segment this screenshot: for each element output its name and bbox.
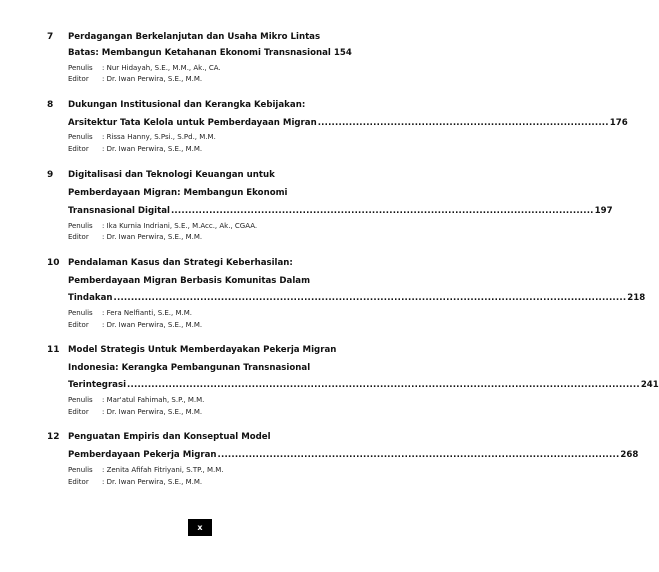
editor-line: Editor : Dr. Iwan Perwira, S.E., M.M. <box>68 321 203 329</box>
chapter-title-line <box>68 432 352 443</box>
chapter-title-text: Penguatan Empiris dan Konseptual Model <box>68 432 271 442</box>
leader-dots: .................................................................................... <box>317 118 609 128</box>
chapter-title-text: Pemberdayaan Migran: Membangun Ekonomi <box>68 188 288 198</box>
chapter-title-text: Perdagangan Berkelanjutan dan Usaha Mikro Lintas <box>68 32 321 42</box>
editor-line: Editor : Dr. Iwan Perwira, S.E., M.M. <box>68 478 203 486</box>
editor-name: : Dr. Iwan Perwira, S.E., M.M. <box>102 408 203 416</box>
chapter-page-number: 241 <box>640 380 659 390</box>
page-number-badge: x <box>188 519 212 536</box>
chapter-title-line <box>68 276 352 287</box>
author-name: : Nur Hidayah, S.E., M.M., Ak., CA. <box>102 64 221 72</box>
chapter-title-text: Pendalaman Kasus dan Strategi Keberhasilan: <box>68 258 293 268</box>
chapter-title-text: Model Strategis Untuk Memberdayakan Pekerja Migran <box>68 345 337 355</box>
editor-line: Editor : Dr. Iwan Perwira, S.E., M.M. <box>68 233 203 241</box>
chapter-title-last-line[interactable] <box>68 118 628 129</box>
chapter-title-text: Digitalisasi dan Teknologi Keuangan untuk <box>68 170 275 180</box>
chapter-number: 10 <box>47 258 60 268</box>
chapter-title-text: Tindakan <box>68 293 113 303</box>
chapter-title-line <box>68 100 352 111</box>
author-line: Penulis : Mar'atul Fahimah, S.P., M.M. <box>68 396 205 404</box>
author-name: : Zenita Afifah Fitriyani, S.TP., M.M. <box>102 466 224 474</box>
editor-line: Editor : Dr. Iwan Perwira, S.E., M.M. <box>68 145 203 153</box>
chapter-title-last-line[interactable] <box>68 450 639 461</box>
chapter-page-number: 154 <box>333 48 352 58</box>
author-name: : Mar'atul Fahimah, S.P., M.M. <box>102 396 205 404</box>
editor-name: : Dr. Iwan Perwira, S.E., M.M. <box>102 233 203 241</box>
chapter-number: 12 <box>47 432 60 442</box>
author-line: Penulis : Nur Hidayah, S.E., M.M., Ak., CA. <box>68 64 221 72</box>
chapter-number: 8 <box>47 100 54 110</box>
author-line: Penulis : Zenita Afifah Fitriyani, S.TP., M.M. <box>68 466 224 474</box>
editor-name: : Dr. Iwan Perwira, S.E., M.M. <box>102 75 203 83</box>
chapter-title-line <box>68 258 352 269</box>
chapter-title-last-line[interactable] <box>68 48 352 59</box>
leader-dots: .................................................................................................................... <box>217 450 620 460</box>
leader-dots: .................................................................................................................................................... <box>113 293 627 303</box>
chapter-title-text: Transnasional Digital <box>68 206 170 216</box>
chapter-page-number: 197 <box>594 206 613 216</box>
editor-line: Editor : Dr. Iwan Perwira, S.E., M.M. <box>68 75 203 83</box>
chapter-page-number: 268 <box>620 450 639 460</box>
chapter-title-text: Arsitektur Tata Kelola untuk Pemberdayaan Migran <box>68 118 317 128</box>
chapter-title-text: Dukungan Institusional dan Kerangka Kebijakan: <box>68 100 306 110</box>
author-line: Penulis : Fera Nelfianti, S.E., M.M. <box>68 309 192 317</box>
chapter-title-line <box>68 32 352 43</box>
chapter-title-last-line[interactable] <box>68 206 613 217</box>
chapter-title-text: Terintegrasi <box>68 380 127 390</box>
leader-dots: .................................................................................................................................................... <box>127 380 640 390</box>
author-line: Penulis : Ika Kurnia Indriani, S.E., M.Acc., Ak., CGAA. <box>68 222 258 230</box>
chapter-title-line <box>68 188 352 199</box>
chapter-number: 11 <box>47 345 60 355</box>
editor-name: : Dr. Iwan Perwira, S.E., M.M. <box>102 321 203 329</box>
editor-name: : Dr. Iwan Perwira, S.E., M.M. <box>102 478 203 486</box>
chapter-page-number: 176 <box>609 118 628 128</box>
author-name: : Fera Nelfianti, S.E., M.M. <box>102 309 192 317</box>
chapter-title-text: Indonesia: Kerangka Pembangunan Transnasional <box>68 363 311 373</box>
editor-name: : Dr. Iwan Perwira, S.E., M.M. <box>102 145 203 153</box>
chapter-title-text: Pemberdayaan Pekerja Migran <box>68 450 217 460</box>
author-name: : Rissa Hanny, S.Psi., S.Pd., M.M. <box>102 133 216 141</box>
chapter-number: 7 <box>47 32 54 42</box>
chapter-title-line <box>68 363 352 374</box>
editor-line: Editor : Dr. Iwan Perwira, S.E., M.M. <box>68 408 203 416</box>
chapter-title-text: Batas: Membangun Ketahanan Ekonomi Transnasional <box>68 48 331 58</box>
chapter-title-line <box>68 345 352 356</box>
author-line: Penulis : Rissa Hanny, S.Psi., S.Pd., M.M. <box>68 133 216 141</box>
chapter-title-line <box>68 170 352 181</box>
chapter-number: 9 <box>47 170 54 180</box>
author-name: : Ika Kurnia Indriani, S.E., M.Acc., Ak., CGAA. <box>102 222 258 230</box>
chapter-title-last-line[interactable] <box>68 293 646 304</box>
chapter-page-number: 218 <box>627 293 646 303</box>
chapter-title-text: Pemberdayaan Migran Berbasis Komunitas Dalam <box>68 276 311 286</box>
chapter-title-last-line[interactable] <box>68 380 659 391</box>
leader-dots: .......................................................................................................................... <box>170 206 594 216</box>
